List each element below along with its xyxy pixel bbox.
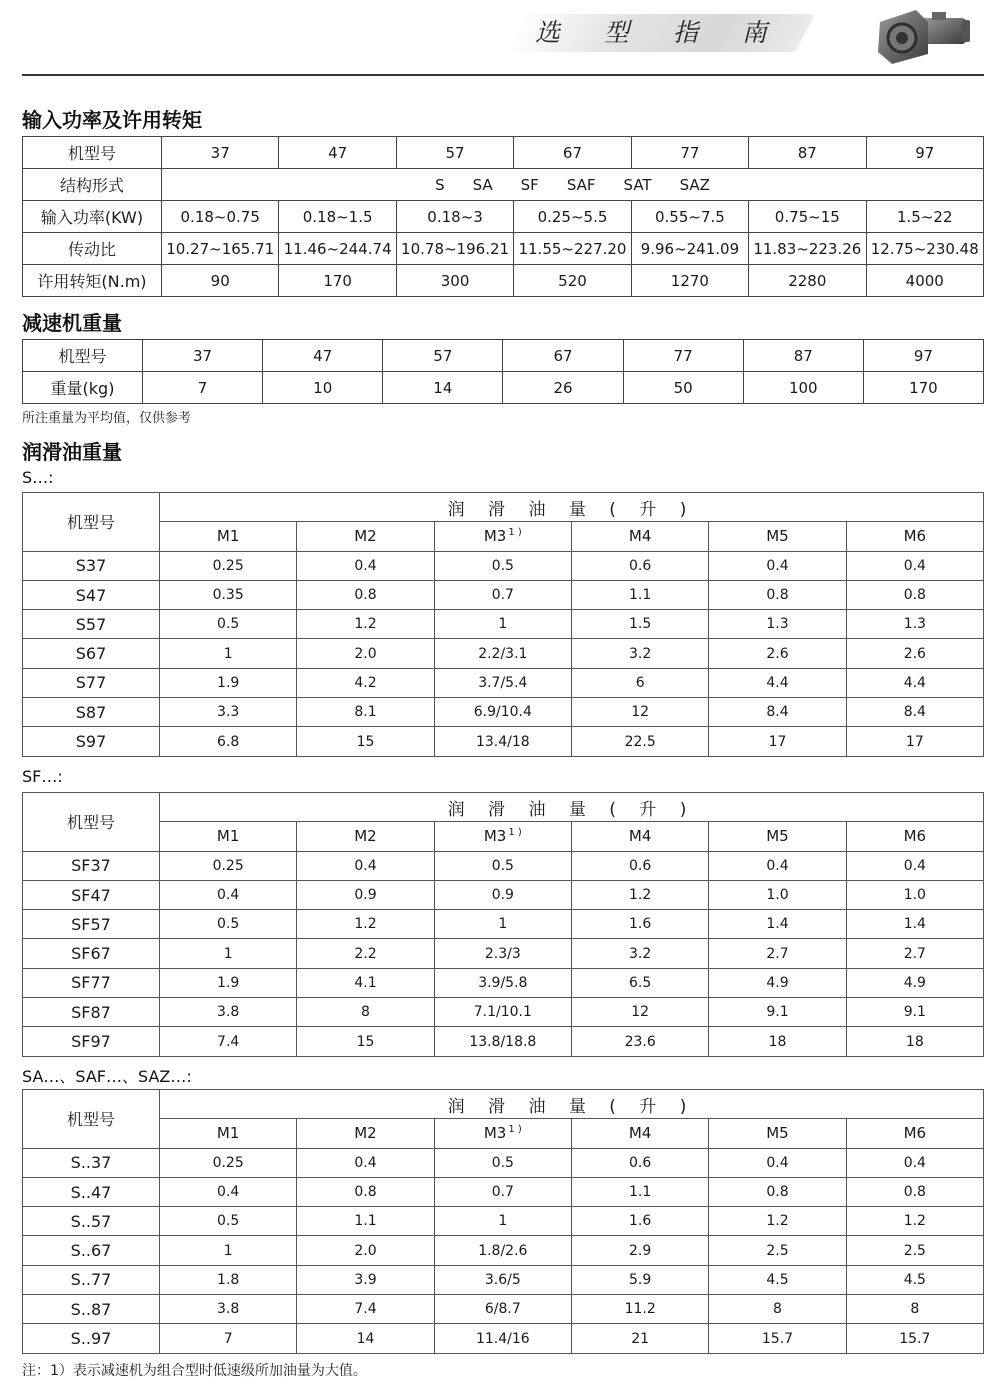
oil-table-s <box>22 492 984 757</box>
oil-volume-cell: 2.7 <box>709 939 846 968</box>
mounting-position-header <box>297 522 434 551</box>
mounting-position-header <box>709 1119 846 1148</box>
ratio-cell: 9.96~241.09 <box>631 233 748 265</box>
power-torque-table <box>22 136 984 297</box>
oil-volume-cell: 0.6 <box>571 1148 708 1177</box>
model-cell: 57 <box>396 137 513 169</box>
mounting-position-label: M3 <box>483 1124 507 1143</box>
oil-volume-cell: 7.4 <box>297 1295 434 1324</box>
model-cell: S57 <box>23 610 160 639</box>
oil-volume-cell: 1.2 <box>709 1207 846 1236</box>
oil-volume-cell: 7.1/10.1 <box>434 998 571 1027</box>
mounting-position-header <box>434 822 571 851</box>
oil-volume-cell: 1.9 <box>160 668 297 697</box>
table-row <box>23 580 984 609</box>
oil-volume-cell: 3.2 <box>571 939 708 968</box>
oil-volume-cell: 4.5 <box>709 1265 846 1294</box>
ratio-cell: 10.78~196.21 <box>396 233 513 265</box>
oil-volume-cell: 5.9 <box>571 1265 708 1294</box>
table-row <box>23 1177 984 1206</box>
mounting-position-label: M2 <box>354 827 377 846</box>
oil-volume-cell: 1.1 <box>571 1177 708 1206</box>
oil-volume-header: 润 滑 油 量 ( 升 ) <box>160 493 984 522</box>
structure-type: SF <box>520 175 539 194</box>
weight-table <box>22 339 984 404</box>
oil-volume-cell: 17 <box>709 727 846 756</box>
table-row <box>23 910 984 939</box>
oil-volume-cell: 21 <box>571 1324 708 1353</box>
model-cell: 37 <box>143 340 263 372</box>
footnote-mark: 1 ) <box>508 827 522 839</box>
model-column-header: 机型号 <box>23 1090 160 1149</box>
oil-volume-cell: 8 <box>709 1295 846 1324</box>
table-row <box>23 727 984 756</box>
oil-volume-cell: 0.8 <box>846 1177 983 1206</box>
gear-motor-icon <box>872 2 972 68</box>
oil-volume-cell: 3.8 <box>160 998 297 1027</box>
row-header: 机型号 <box>23 137 162 169</box>
oil-volume-cell: 15.7 <box>846 1324 983 1353</box>
mounting-position-header <box>297 1119 434 1148</box>
oil-volume-cell: 3.9/5.8 <box>434 968 571 997</box>
oil-volume-cell: 1.8/2.6 <box>434 1236 571 1265</box>
oil-volume-cell: 2.7 <box>846 939 983 968</box>
mounting-position-label: M2 <box>354 1124 377 1143</box>
oil-volume-cell: 1.1 <box>571 580 708 609</box>
model-cell: S..47 <box>23 1177 160 1206</box>
oil-volume-cell: 1.0 <box>709 880 846 909</box>
table-row <box>23 851 984 880</box>
weight-cell: 100 <box>743 372 863 404</box>
mounting-position-label: M6 <box>903 1124 927 1143</box>
oil-volume-cell: 0.25 <box>160 551 297 580</box>
mounting-position-header <box>846 1119 983 1148</box>
model-cell: 97 <box>863 340 983 372</box>
mounting-position-header <box>571 822 708 851</box>
mounting-position-header <box>160 1119 297 1148</box>
oil-volume-cell: 1.8 <box>160 1265 297 1294</box>
mounting-position-header <box>846 522 983 551</box>
torque-cell: 4000 <box>866 265 983 297</box>
oil-volume-cell: 3.9 <box>297 1265 434 1294</box>
table-row <box>23 137 984 169</box>
oil-volume-cell: 15 <box>297 1027 434 1056</box>
oil-table-sa <box>22 1089 984 1354</box>
oil-volume-cell: 13.8/18.8 <box>434 1027 571 1056</box>
table-header-row <box>23 1090 984 1119</box>
oil-volume-cell: 0.8 <box>297 1177 434 1206</box>
oil-volume-cell: 4.9 <box>846 968 983 997</box>
structure-type: S <box>435 175 445 194</box>
ratio-cell: 12.75~230.48 <box>866 233 983 265</box>
table-row <box>23 610 984 639</box>
model-cell: S..87 <box>23 1295 160 1324</box>
model-cell: 87 <box>749 137 866 169</box>
model-cell: S..97 <box>23 1324 160 1353</box>
oil-volume-cell: 3.3 <box>160 698 297 727</box>
oil-volume-cell: 1.2 <box>297 610 434 639</box>
table-row <box>23 668 984 697</box>
oil-volume-cell: 0.4 <box>160 1177 297 1206</box>
row-header: 传动比 <box>23 233 162 265</box>
oil-volume-cell: 1.4 <box>709 910 846 939</box>
torque-cell: 170 <box>279 265 396 297</box>
weight-cell: 170 <box>863 372 983 404</box>
row-header: 结构形式 <box>23 169 162 201</box>
model-cell: S..37 <box>23 1148 160 1177</box>
model-cell: S67 <box>23 639 160 668</box>
oil-volume-cell: 14 <box>297 1324 434 1353</box>
oil-volume-cell: 4.1 <box>297 968 434 997</box>
oil-volume-cell: 0.4 <box>709 1148 846 1177</box>
oil-volume-cell: 8 <box>297 998 434 1027</box>
mounting-position-label: M3 <box>483 527 507 546</box>
oil-volume-cell: 2.6 <box>709 639 846 668</box>
model-cell: SF57 <box>23 910 160 939</box>
oil-volume-cell: 0.9 <box>434 880 571 909</box>
model-cell: S..67 <box>23 1236 160 1265</box>
torque-cell: 90 <box>162 265 279 297</box>
mounting-position-header <box>709 522 846 551</box>
model-cell: 77 <box>623 340 743 372</box>
oil-volume-cell: 9.1 <box>846 998 983 1027</box>
mounting-position-header <box>297 822 434 851</box>
section-title-power-torque: 输入功率及许用转矩 <box>22 108 202 132</box>
oil-volume-cell: 0.5 <box>160 910 297 939</box>
oil-volume-cell: 0.5 <box>434 551 571 580</box>
model-cell: 37 <box>162 137 279 169</box>
model-cell: SF47 <box>23 880 160 909</box>
mounting-position-label: M6 <box>903 527 927 546</box>
oil-volume-cell: 6.9/10.4 <box>434 698 571 727</box>
oil-volume-cell: 0.4 <box>160 880 297 909</box>
power-cell: 0.18~3 <box>396 201 513 233</box>
row-header: 重量(kg) <box>23 372 143 404</box>
oil-volume-cell: 1.9 <box>160 968 297 997</box>
table-row <box>23 1207 984 1236</box>
oil-volume-cell: 12 <box>571 998 708 1027</box>
row-header: 机型号 <box>23 340 143 372</box>
mounting-position-header <box>709 822 846 851</box>
table-row <box>23 169 984 201</box>
oil-volume-cell: 1.1 <box>297 1207 434 1236</box>
oil-volume-cell: 2.0 <box>297 639 434 668</box>
torque-cell: 300 <box>396 265 513 297</box>
oil-volume-cell: 0.4 <box>709 551 846 580</box>
model-cell: S77 <box>23 668 160 697</box>
model-cell: 57 <box>383 340 503 372</box>
header-rule <box>22 74 984 76</box>
oil-table-label-sf: SF…: <box>22 767 63 786</box>
oil-volume-cell: 8 <box>846 1295 983 1324</box>
row-header: 输入功率(KW) <box>23 201 162 233</box>
power-cell: 1.5~22 <box>866 201 983 233</box>
mounting-position-header <box>434 1119 571 1148</box>
table-header-row <box>23 1119 984 1148</box>
mounting-position-header <box>434 522 571 551</box>
model-cell: S97 <box>23 727 160 756</box>
oil-volume-cell: 3.2 <box>571 639 708 668</box>
oil-volume-cell: 0.4 <box>846 551 983 580</box>
oil-volume-cell: 0.4 <box>297 1148 434 1177</box>
model-cell: S..77 <box>23 1265 160 1294</box>
oil-volume-cell: 0.8 <box>709 1177 846 1206</box>
mounting-position-header <box>846 822 983 851</box>
oil-volume-cell: 0.4 <box>846 851 983 880</box>
model-column-header: 机型号 <box>23 793 160 852</box>
structure-type: SAT <box>623 175 652 194</box>
oil-volume-cell: 18 <box>846 1027 983 1056</box>
oil-table-sf <box>22 792 984 1057</box>
oil-volume-cell: 0.4 <box>297 851 434 880</box>
oil-volume-cell: 4.4 <box>846 668 983 697</box>
power-cell: 0.55~7.5 <box>631 201 748 233</box>
oil-volume-cell: 1 <box>434 610 571 639</box>
weight-cell: 7 <box>143 372 263 404</box>
oil-volume-cell: 15.7 <box>709 1324 846 1353</box>
table-row <box>23 1148 984 1177</box>
oil-volume-cell: 4.4 <box>709 668 846 697</box>
oil-volume-cell: 0.9 <box>297 880 434 909</box>
model-cell: S..57 <box>23 1207 160 1236</box>
oil-volume-cell: 3.6/5 <box>434 1265 571 1294</box>
oil-volume-cell: 1.3 <box>709 610 846 639</box>
mounting-position-label: M2 <box>354 527 377 546</box>
oil-volume-cell: 6.8 <box>160 727 297 756</box>
ratio-cell: 11.83~223.26 <box>749 233 866 265</box>
weight-cell: 14 <box>383 372 503 404</box>
structure-type: SA <box>472 175 493 194</box>
structure-type: SAZ <box>679 175 710 194</box>
weight-cell: 26 <box>503 372 623 404</box>
mounting-position-label: M6 <box>903 827 927 846</box>
table-row <box>23 1295 984 1324</box>
table-row <box>23 372 984 404</box>
mounting-position-label: M4 <box>628 527 652 546</box>
page-header <box>0 0 1000 80</box>
banner-title: 选 型 指 南 <box>535 18 785 47</box>
mounting-position-label: M4 <box>628 827 652 846</box>
oil-volume-cell: 23.6 <box>571 1027 708 1056</box>
oil-volume-cell: 6 <box>571 668 708 697</box>
oil-volume-cell: 2.6 <box>846 639 983 668</box>
table-row <box>23 1027 984 1056</box>
model-cell: 47 <box>263 340 383 372</box>
oil-volume-cell: 0.5 <box>160 610 297 639</box>
model-cell: 97 <box>866 137 983 169</box>
weight-note: 所注重量为平均值，仅供参考 <box>22 411 192 426</box>
oil-volume-cell: 13.4/18 <box>434 727 571 756</box>
model-cell: 77 <box>631 137 748 169</box>
power-cell: 0.18~0.75 <box>162 201 279 233</box>
mounting-position-label: M5 <box>766 1124 789 1143</box>
oil-volume-cell: 8.1 <box>297 698 434 727</box>
table-row <box>23 939 984 968</box>
oil-volume-cell: 1.2 <box>846 1207 983 1236</box>
model-cell: SF87 <box>23 998 160 1027</box>
section-title-weight: 减速机重量 <box>22 311 122 335</box>
mounting-position-label: M5 <box>766 527 789 546</box>
oil-volume-cell: 0.5 <box>160 1207 297 1236</box>
oil-volume-cell: 2.9 <box>571 1236 708 1265</box>
table-row <box>23 1265 984 1294</box>
oil-volume-cell: 22.5 <box>571 727 708 756</box>
mounting-position-label: M5 <box>766 827 789 846</box>
weight-cell: 10 <box>263 372 383 404</box>
table-row <box>23 233 984 265</box>
oil-volume-cell: 17 <box>846 727 983 756</box>
table-row <box>23 340 984 372</box>
weight-cell: 50 <box>623 372 743 404</box>
structure-types-cell <box>162 169 984 201</box>
oil-volume-cell: 7 <box>160 1324 297 1353</box>
mounting-position-header <box>160 822 297 851</box>
model-column-header: 机型号 <box>23 493 160 552</box>
model-cell: 87 <box>743 340 863 372</box>
torque-cell: 1270 <box>631 265 748 297</box>
row-header: 许用转矩(N.m) <box>23 265 162 297</box>
table-row <box>23 1324 984 1353</box>
model-cell: SF97 <box>23 1027 160 1056</box>
oil-volume-cell: 12 <box>571 698 708 727</box>
oil-volume-cell: 1.2 <box>297 910 434 939</box>
oil-volume-cell: 11.4/16 <box>434 1324 571 1353</box>
oil-volume-cell: 1 <box>160 639 297 668</box>
oil-volume-cell: 1.3 <box>846 610 983 639</box>
oil-volume-cell: 2.3/3 <box>434 939 571 968</box>
oil-volume-cell: 4.2 <box>297 668 434 697</box>
power-cell: 0.25~5.5 <box>514 201 631 233</box>
table-row <box>23 998 984 1027</box>
oil-volume-cell: 1.0 <box>846 880 983 909</box>
table-header-row <box>23 822 984 851</box>
oil-volume-cell: 8.4 <box>709 698 846 727</box>
oil-volume-cell: 0.7 <box>434 1177 571 1206</box>
oil-volume-cell: 9.1 <box>709 998 846 1027</box>
table-row <box>23 201 984 233</box>
mounting-position-header <box>160 522 297 551</box>
table-row <box>23 551 984 580</box>
oil-volume-cell: 0.4 <box>297 551 434 580</box>
model-cell: SF77 <box>23 968 160 997</box>
table-header-row <box>23 793 984 822</box>
model-cell: 67 <box>503 340 623 372</box>
mounting-position-header <box>571 522 708 551</box>
oil-footnote: 注：1）表示减速机为组合型时低速级所加油量为大值。 <box>22 1363 367 1379</box>
power-cell: 0.75~15 <box>749 201 866 233</box>
table-row <box>23 639 984 668</box>
oil-volume-cell: 4.5 <box>846 1265 983 1294</box>
oil-volume-cell: 4.9 <box>709 968 846 997</box>
mounting-position-label: M1 <box>216 1124 240 1143</box>
oil-volume-cell: 1 <box>434 1207 571 1236</box>
oil-volume-cell: 2.0 <box>297 1236 434 1265</box>
mounting-position-label: M1 <box>216 527 240 546</box>
oil-volume-cell: 0.4 <box>846 1148 983 1177</box>
model-cell: 67 <box>514 137 631 169</box>
oil-volume-cell: 0.4 <box>709 851 846 880</box>
power-cell: 0.18~1.5 <box>279 201 396 233</box>
oil-volume-cell: 2.2 <box>297 939 434 968</box>
oil-volume-cell: 0.8 <box>846 580 983 609</box>
oil-volume-cell: 6/8.7 <box>434 1295 571 1324</box>
oil-volume-cell: 2.5 <box>846 1236 983 1265</box>
mounting-position-label: M3 <box>483 827 507 846</box>
structure-type: SAF <box>566 175 596 194</box>
oil-volume-cell: 0.35 <box>160 580 297 609</box>
ratio-cell: 11.46~244.74 <box>279 233 396 265</box>
torque-cell: 520 <box>514 265 631 297</box>
model-cell: S87 <box>23 698 160 727</box>
table-row <box>23 968 984 997</box>
oil-volume-header: 润 滑 油 量 ( 升 ) <box>160 793 984 822</box>
ratio-cell: 11.55~227.20 <box>514 233 631 265</box>
oil-volume-cell: 1 <box>160 939 297 968</box>
oil-volume-cell: 0.25 <box>160 851 297 880</box>
oil-volume-cell: 18 <box>709 1027 846 1056</box>
oil-volume-cell: 1.5 <box>571 610 708 639</box>
table-row <box>23 1236 984 1265</box>
table-header-row <box>23 522 984 551</box>
mounting-position-label: M4 <box>628 1124 652 1143</box>
oil-volume-cell: 15 <box>297 727 434 756</box>
oil-volume-cell: 2.5 <box>709 1236 846 1265</box>
table-header-row <box>23 493 984 522</box>
oil-volume-header: 润 滑 油 量 ( 升 ) <box>160 1090 984 1119</box>
model-cell: SF67 <box>23 939 160 968</box>
torque-cell: 2280 <box>749 265 866 297</box>
oil-volume-cell: 0.6 <box>571 851 708 880</box>
oil-volume-cell: 7.4 <box>160 1027 297 1056</box>
oil-volume-cell: 0.8 <box>709 580 846 609</box>
mounting-position-label: M1 <box>216 827 240 846</box>
oil-volume-cell: 1.6 <box>571 910 708 939</box>
oil-volume-cell: 1.6 <box>571 1207 708 1236</box>
oil-volume-cell: 2.2/3.1 <box>434 639 571 668</box>
table-row <box>23 880 984 909</box>
oil-volume-cell: 1 <box>160 1236 297 1265</box>
model-cell: S47 <box>23 580 160 609</box>
oil-volume-cell: 1 <box>434 910 571 939</box>
model-cell: SF37 <box>23 851 160 880</box>
oil-volume-cell: 0.6 <box>571 551 708 580</box>
table-row <box>23 265 984 297</box>
oil-volume-cell: 3.7/5.4 <box>434 668 571 697</box>
model-cell: 47 <box>279 137 396 169</box>
oil-table-label-s: S…: <box>22 468 54 487</box>
oil-volume-cell: 1.4 <box>846 910 983 939</box>
oil-volume-cell: 0.7 <box>434 580 571 609</box>
oil-volume-cell: 11.2 <box>571 1295 708 1324</box>
oil-volume-cell: 0.8 <box>297 580 434 609</box>
footnote-mark: 1 ) <box>508 527 522 539</box>
oil-volume-cell: 3.8 <box>160 1295 297 1324</box>
oil-volume-cell: 0.5 <box>434 1148 571 1177</box>
table-row <box>23 698 984 727</box>
oil-volume-cell: 1.2 <box>571 880 708 909</box>
mounting-position-header <box>571 1119 708 1148</box>
footnote-mark: 1 ) <box>508 1124 522 1136</box>
oil-volume-cell: 0.5 <box>434 851 571 880</box>
ratio-cell: 10.27~165.71 <box>162 233 279 265</box>
oil-table-label-sa: SA…、SAF…、SAZ…: <box>22 1067 192 1086</box>
oil-volume-cell: 6.5 <box>571 968 708 997</box>
model-cell: S37 <box>23 551 160 580</box>
section-title-lube-oil: 润滑油重量 <box>22 440 122 464</box>
oil-volume-cell: 8.4 <box>846 698 983 727</box>
oil-volume-cell: 0.25 <box>160 1148 297 1177</box>
